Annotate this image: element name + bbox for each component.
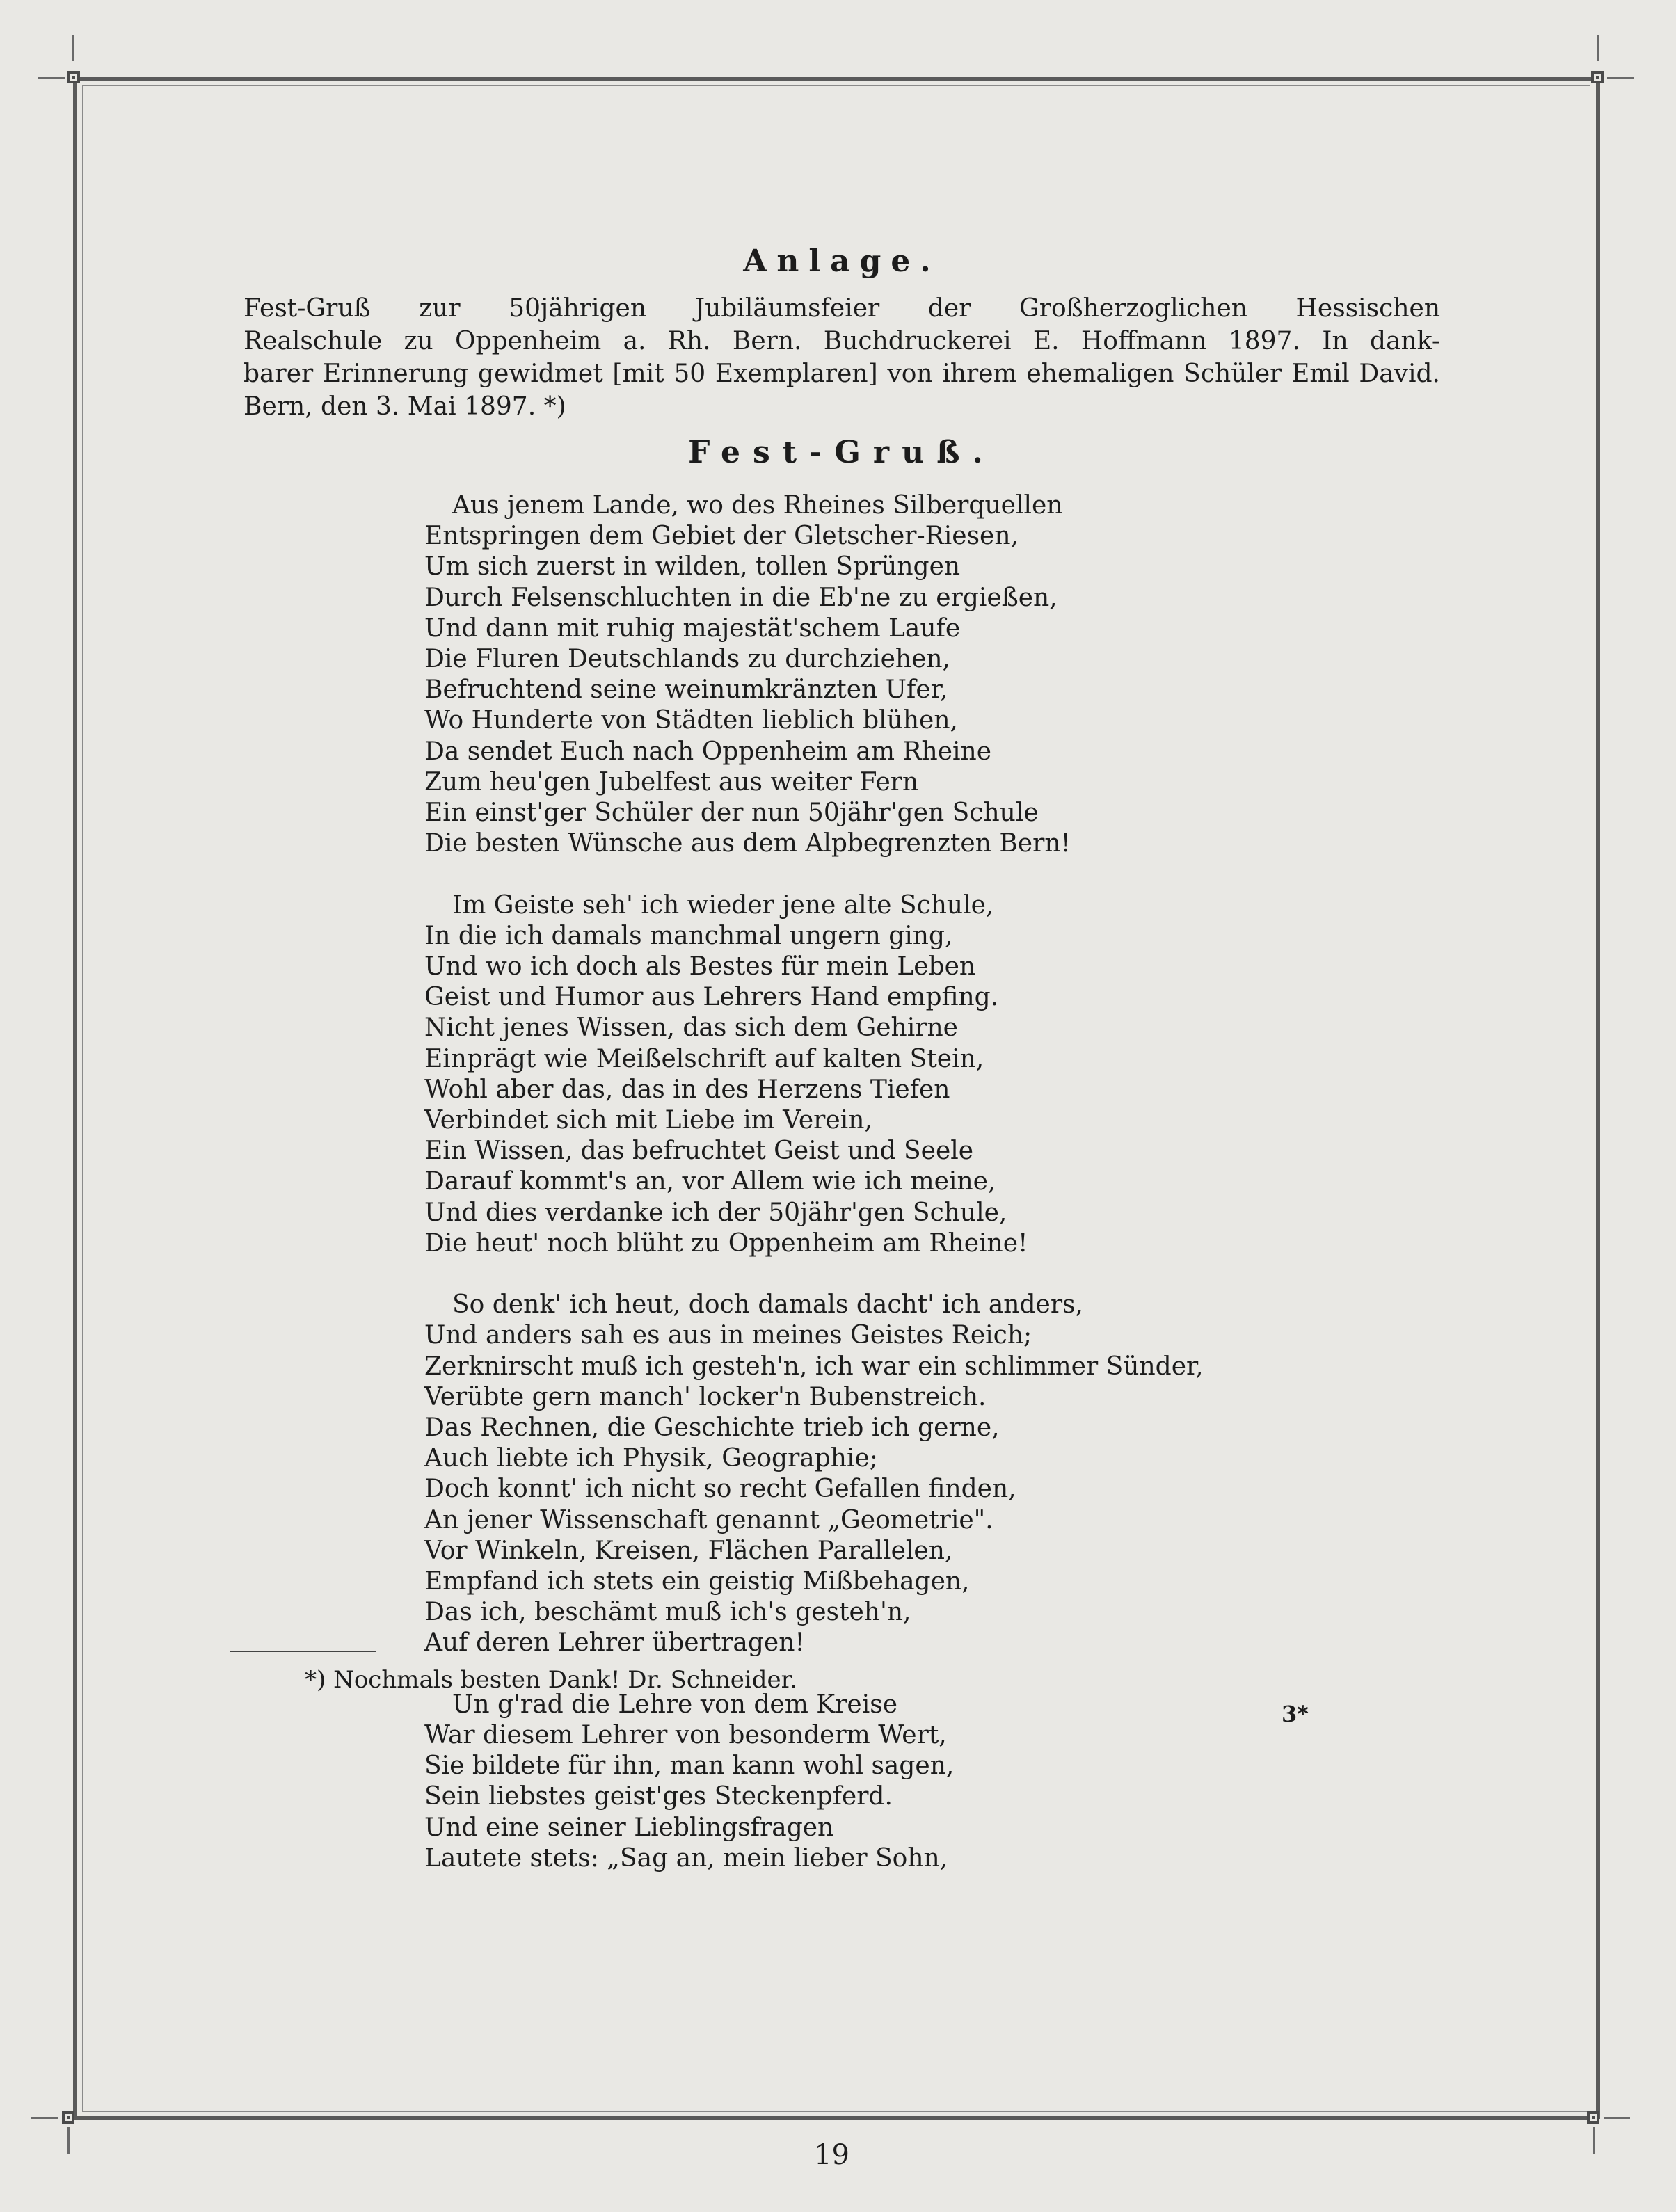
arrow-ornament-icon	[72, 35, 74, 61]
poem-line: Die heut' noch blüht zu Oppenheim am Rheine!	[424, 1228, 1028, 1258]
arrow-ornament-icon	[38, 77, 65, 79]
poem-line: Um sich zuerst in wilden, tollen Sprüngen	[424, 552, 961, 582]
poem-line: Einprägt wie Meißelschrift auf kalten Stein,	[424, 1044, 984, 1073]
poem-line: Geist und Humor aus Lehrers Hand empfing.	[424, 983, 999, 1012]
poem-line: Vor Winkeln, Kreisen, Flächen Parallelen,	[424, 1536, 953, 1565]
poem-line: Ein einst'ger Schüler der nun 50jähr'gen Schule	[424, 799, 1039, 828]
poem-line: Zum heu'gen Jubelfest aus weiter Fern	[424, 767, 919, 796]
poem-line: Das ich, beschämt muß ich's gesteh'n,	[424, 1598, 911, 1627]
arrow-ornament-icon	[31, 2117, 58, 2119]
poem-line: Sie bildete für ihn, man kann wohl sagen,	[424, 1752, 955, 1781]
poem-line: So denk' ich heut, doch damals dacht' ich anders,	[452, 1290, 1083, 1320]
page-title: Anlage.	[743, 243, 941, 279]
poem-line: Die besten Wünsche aus dem Alpbegrenzten Bern!	[424, 829, 1071, 858]
corner-ornament-icon	[62, 2111, 74, 2124]
poem-line: Im Geiste seh' ich wieder jene alte Schule,	[452, 890, 994, 920]
frame-bottom-line	[70, 2116, 1595, 2120]
poem-line: War diesem Lehrer von besonderm Wert,	[424, 1721, 947, 1750]
poem-line: Befruchtend seine weinumkränzten Ufer,	[424, 675, 948, 705]
arrow-ornament-icon	[1604, 2117, 1630, 2119]
poem-line: Das Rechnen, die Geschichte trieb ich gerne,	[424, 1413, 1000, 1443]
poem-line: An jener Wissenschaft genannt „Geometrie".	[424, 1505, 993, 1534]
poem-line: Durch Felsenschluchten in die Eb'ne zu ergießen,	[424, 583, 1058, 612]
poem-line: Nicht jenes Wissen, das sich dem Gehirne	[424, 1013, 958, 1043]
corner-ornament-icon	[1587, 2111, 1599, 2124]
poem-title: Fest-Gruß.	[688, 435, 996, 470]
poem-line: Doch konnt' ich nicht so recht Gefallen finden,	[424, 1475, 1016, 1504]
poem-line: Aus jenem Lande, wo des Rheines Silberquellen	[452, 491, 1063, 520]
poem-line: Entspringen dem Gebiet der Gletscher-Riesen,	[424, 522, 1019, 551]
intro-paragraph	[244, 292, 1440, 423]
stanza-gap	[424, 1259, 1204, 1290]
intro-line: Realschule zu Oppenheim a. Rh. Bern. Buchdruckerei E. Hoffmann 1897. In dank-	[244, 327, 1440, 355]
footnote: *) Nochmals besten Dank! Dr. Schneider.	[305, 1666, 797, 1694]
arrow-ornament-icon	[67, 2127, 70, 2154]
poem-line: Zerknirscht muß ich gesteh'n, ich war ein schlimmer Sünder,	[424, 1352, 1204, 1381]
poem-line: Die Fluren Deutschlands zu durchziehen,	[424, 645, 950, 674]
arrow-ornament-icon	[1597, 35, 1599, 61]
poem-line: Sein liebstes geist'ges Steckenpferd.	[424, 1782, 893, 1811]
poem-line: Darauf kommt's an, vor Allem wie ich meine,	[424, 1167, 996, 1196]
poem-line: Wo Hunderte von Städten lieblich blühen,	[424, 706, 958, 735]
poem-line: Wohl aber das, das in des Herzens Tiefen	[424, 1075, 950, 1104]
stanza-gap	[424, 859, 1204, 890]
frame-left-line	[73, 77, 77, 2119]
intro-line: barer Erinnerung gewidmet [mit 50 Exemplaren] von ihrem ehemaligen Schüler Emil David.	[244, 360, 1440, 388]
poem-line: Verübte gern manch' locker'n Bubenstreich.	[424, 1382, 987, 1411]
corner-ornament-icon	[67, 71, 80, 83]
intro-line: Bern, den 3. Mai 1897. *)	[244, 392, 566, 421]
poem-line: Und wo ich doch als Bestes für mein Leben	[424, 952, 976, 981]
poem-line: Da sendet Euch nach Oppenheim am Rheine	[424, 737, 992, 766]
signature-mark: 3*	[1282, 1701, 1309, 1727]
poem-line: Lautete stets: „Sag an, mein lieber Sohn,	[424, 1843, 948, 1873]
intro-line: Fest-Gruß zur 50jährigen Jubiläumsfeier der Großherzoglichen Hessischen	[244, 294, 1440, 323]
frame-top-line	[75, 77, 1600, 81]
poem-line: Und dies verdanke ich der 50jähr'gen Schule,	[424, 1198, 1007, 1227]
footnote-divider	[230, 1651, 376, 1652]
corner-ornament-icon	[1591, 71, 1604, 83]
poem-line: Ein Wissen, das befruchtet Geist und Seele	[424, 1137, 974, 1166]
frame-right-line	[1596, 77, 1600, 2119]
poem-line: Verbindet sich mit Liebe im Verein,	[424, 1106, 872, 1135]
arrow-ornament-icon	[1607, 77, 1634, 79]
poem-line: Empfand ich stets ein geistig Mißbehagen,	[424, 1567, 970, 1596]
poem-line: Und eine seiner Lieblingsfragen	[424, 1813, 834, 1842]
poem-line: Auf deren Lehrer übertragen!	[424, 1628, 805, 1658]
poem-line: Und anders sah es aus in meines Geistes Reich;	[424, 1321, 1032, 1350]
poem-line: Und dann mit ruhig majestät'schem Laufe	[424, 614, 961, 643]
poem-line: Un g'rad die Lehre von dem Kreise	[452, 1690, 898, 1719]
poem-line: Auch liebte ich Physik, Geographie;	[424, 1444, 878, 1473]
arrow-ornament-icon	[1593, 2127, 1595, 2154]
page-number: 19	[814, 2139, 849, 2171]
poem-line: In die ich damals manchmal ungern ging,	[424, 921, 953, 950]
